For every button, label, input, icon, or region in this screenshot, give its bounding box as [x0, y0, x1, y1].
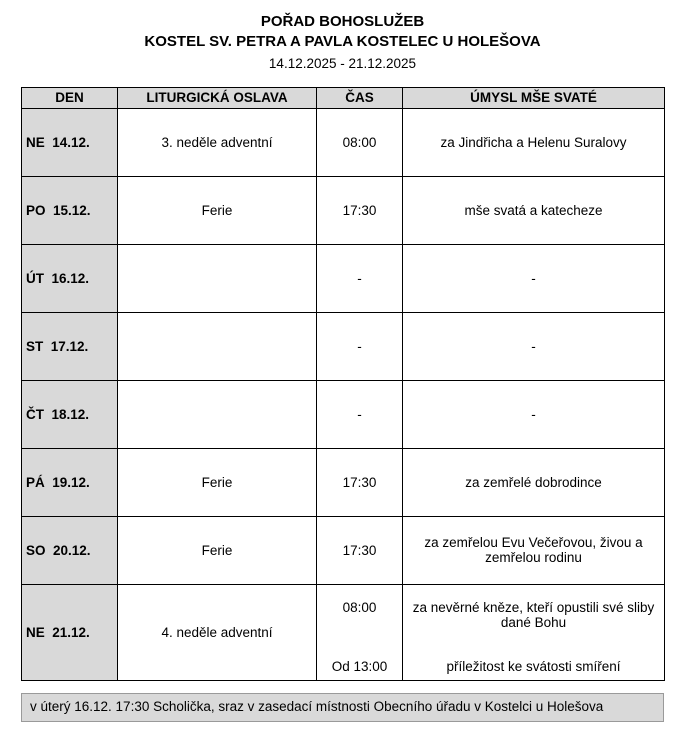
intention-cell: za Jindřicha a Helenu Suralovy	[403, 108, 665, 176]
table-header-row	[22, 87, 665, 108]
celebration-cell: 3. neděle adventní	[118, 108, 317, 176]
time-cell: -	[317, 244, 403, 312]
intention-stack	[407, 588, 660, 676]
day-cell: SO 20.12.	[22, 516, 118, 584]
time-cell: 17:30	[317, 516, 403, 584]
celebration-cell	[118, 380, 317, 448]
time-afternoon: Od 13:00	[331, 659, 388, 674]
column-header-liturgicka-oslava: LITURGICKÁ OSLAVA	[118, 87, 317, 108]
intention-cell	[403, 584, 665, 680]
intention-cell: mše svatá a katecheze	[403, 176, 665, 244]
day-cell: ST 17.12.	[22, 312, 118, 380]
time-cell: -	[317, 380, 403, 448]
day-cell: ČT 18.12.	[22, 380, 118, 448]
title-block	[21, 12, 664, 71]
time-cell: 08:00	[317, 108, 403, 176]
time-cell: 17:30	[317, 448, 403, 516]
intention-cell: -	[403, 312, 665, 380]
celebration-cell: Ferie	[118, 176, 317, 244]
date-range: 14.12.2025 - 21.12.2025	[268, 55, 417, 71]
celebration-cell: Ferie	[118, 516, 317, 584]
day-cell: PO 15.12.	[22, 176, 118, 244]
table-row	[22, 448, 665, 516]
time-cell	[317, 584, 403, 680]
table-row	[22, 108, 665, 176]
time-cell: -	[317, 312, 403, 380]
intention-cell: za zemřelé dobrodince	[403, 448, 665, 516]
day-cell: NE 14.12.	[22, 108, 118, 176]
time-stack	[321, 588, 398, 676]
column-header-cas: ČAS	[317, 87, 403, 108]
intention-cell: -	[403, 244, 665, 312]
celebration-cell: 4. neděle adventní	[118, 584, 317, 680]
intention-cell: -	[403, 380, 665, 448]
table-row	[22, 176, 665, 244]
column-header-umysl: ÚMYSL MŠE SVATÉ	[403, 87, 665, 108]
table-row	[22, 584, 665, 680]
table-row	[22, 516, 665, 584]
intention-cell: za zemřelou Evu Večeřovou, živou a zemřelou rodinu	[403, 516, 665, 584]
intention-afternoon: příležitost ke svátosti smíření	[446, 659, 621, 674]
table-row	[22, 244, 665, 312]
table-row	[22, 380, 665, 448]
column-header-den: DEN	[22, 87, 118, 108]
table-row	[22, 312, 665, 380]
schedule-table	[21, 87, 665, 681]
day-cell: NE 21.12.	[22, 584, 118, 680]
celebration-cell: Ferie	[118, 448, 317, 516]
time-morning: 08:00	[342, 600, 377, 615]
day-cell: PÁ 19.12.	[22, 448, 118, 516]
intention-morning: za nevěrné kněze, kteří opustili své sliby dané Bohu	[412, 600, 655, 630]
celebration-cell	[118, 312, 317, 380]
time-cell: 17:30	[317, 176, 403, 244]
footer-note: v úterý 16.12. 17:30 Scholička, sraz v zasedací místnosti Obecního úřadu v Kostelci u Holešova	[21, 693, 664, 723]
page-title: POŘAD BOHOSLUŽEB	[260, 13, 425, 30]
page-subtitle: KOSTEL SV. PETRA A PAVLA KOSTELEC U HOLEŠOVA	[144, 33, 541, 51]
celebration-cell	[118, 244, 317, 312]
day-cell: ÚT 16.12.	[22, 244, 118, 312]
